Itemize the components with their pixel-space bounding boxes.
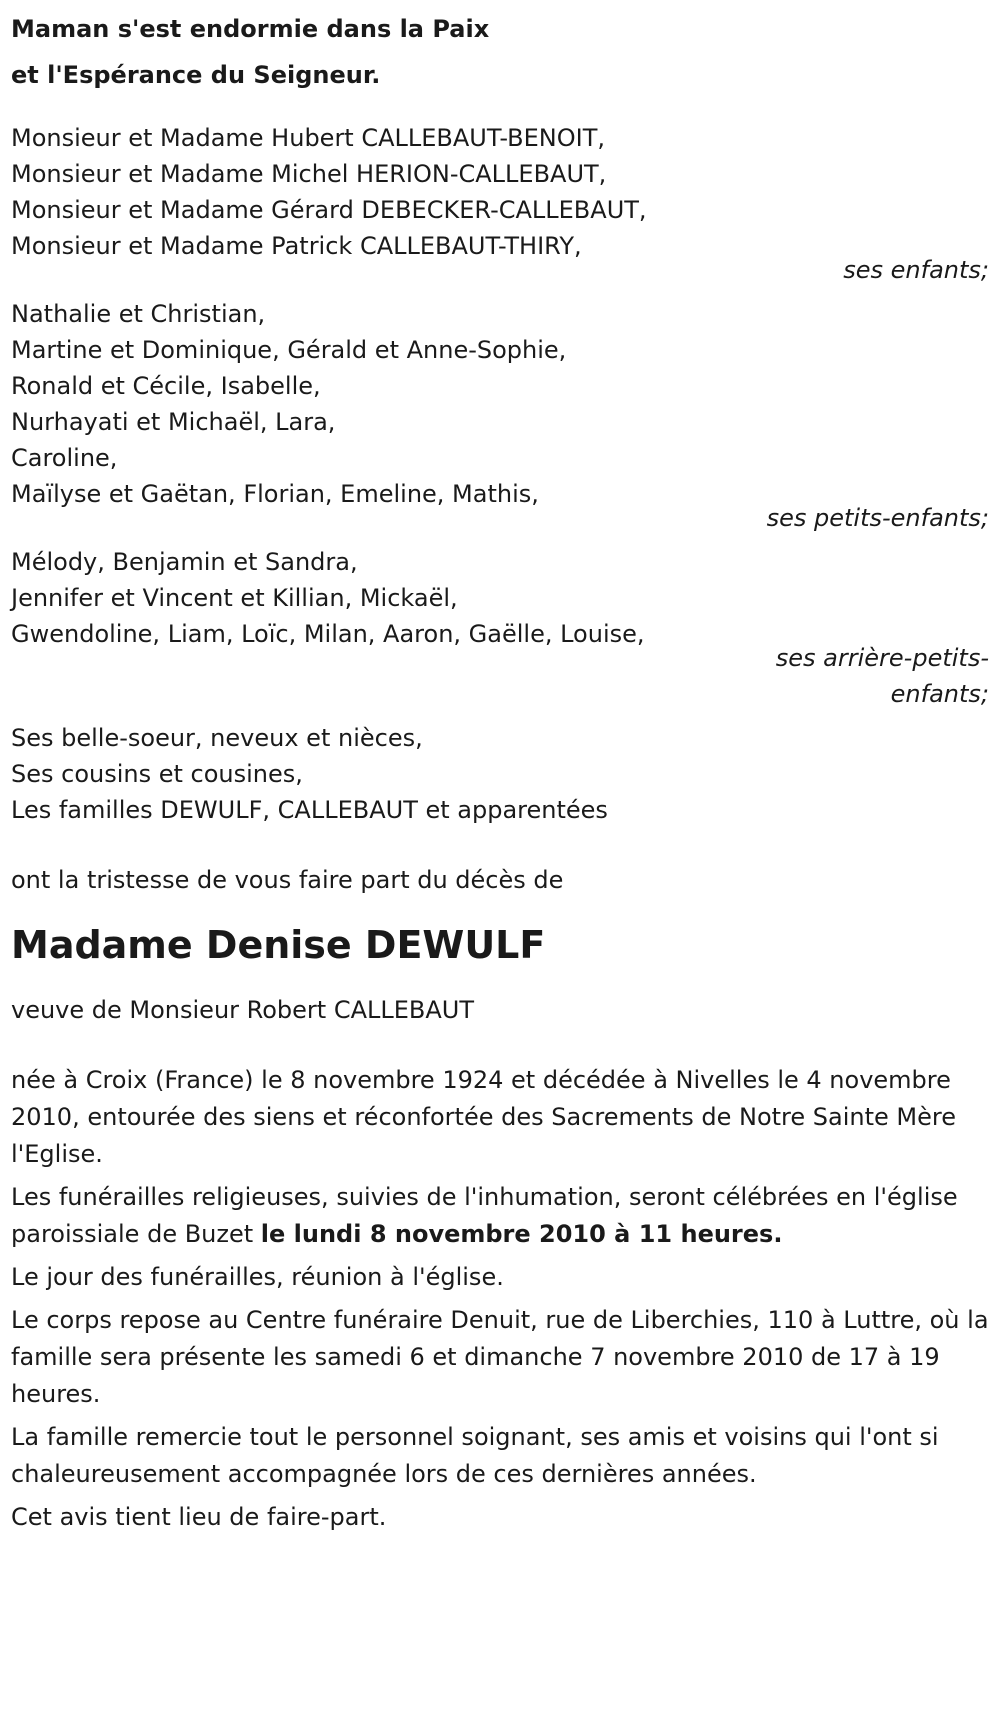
children-name: Monsieur et Madame Gérard DEBECKER-CALLEBAUT, (11, 196, 647, 224)
other-relatives-block (11, 720, 989, 828)
children-name: Monsieur et Madame Patrick CALLEBAUT-THIRY, (11, 232, 582, 260)
grandchildren-name: Maïlyse et Gaëtan, Florian, Emeline, Mathis, (11, 480, 539, 508)
notice-paragraph: Cet avis tient lieu de faire-part. (11, 1503, 387, 1531)
relative-line: Ses cousins et cousines, (11, 760, 303, 788)
relative-line: Ses belle-soeur, neveux et nièces, (11, 724, 423, 752)
funeral-text: Les funérailles religieuses, suivies de l'inhumation, seront célébrées en l'église paroissiale de Buzet (11, 1183, 958, 1248)
grandchildren-name: Ronald et Cécile, Isabelle, (11, 372, 321, 400)
announcement-text: ont la tristesse de vous faire part du décès de (11, 866, 564, 894)
widow-of-text: veuve de Monsieur Robert CALLEBAUT (11, 996, 475, 1024)
grandchildren-role: ses petits-enfants; (766, 504, 989, 532)
grandchildren-name: Nurhayati et Michaël, Lara, (11, 408, 336, 436)
intro-verse (11, 0, 989, 98)
grandchildren-name: Caroline, (11, 444, 118, 472)
great-grandchildren-name: Gwendoline, Liam, Loïc, Milan, Aaron, Gaëlle, Louise, (11, 620, 645, 648)
children-block (11, 120, 989, 288)
children-name: Monsieur et Madame Hubert CALLEBAUT-BENOIT, (11, 124, 605, 152)
visitation-paragraph: Le corps repose au Centre funéraire Denuit, rue de Liberchies, 110 à Luttre, où la famille sera présente les samedi 6 et dimanche 7 novembre 2010 de 17 à 19 heures. (11, 1306, 989, 1408)
great-grandchildren-name: Jennifer et Vincent et Killian, Mickaël, (11, 584, 458, 612)
thanks-paragraph: La famille remercie tout le personnel soignant, ses amis et voisins qui l'ont si chaleureusement accompagnée lors de ces dernières années. (11, 1423, 939, 1488)
funeral-paragraph (11, 1179, 989, 1253)
birth-death-paragraph: née à Croix (France) le 8 novembre 1924 et décédée à Nivelles le 4 novembre 2010, entourée des siens et réconfortée des Sacrements de Notre Sainte Mère l'Eglise. (11, 1066, 956, 1168)
grandchildren-name: Nathalie et Christian, (11, 300, 266, 328)
intro-line-1: Maman s'est endormie dans la Paix (11, 15, 490, 43)
great-grandchildren-block (11, 544, 989, 712)
children-name: Monsieur et Madame Michel HERION-CALLEBAUT, (11, 160, 607, 188)
funeral-date: le lundi 8 novembre 2010 à 11 heures. (260, 1220, 783, 1248)
grandchildren-block (11, 296, 989, 536)
relative-line: Les familles DEWULF, CALLEBAUT et apparentées (11, 796, 608, 824)
great-grandchildren-name: Mélody, Benjamin et Sandra, (11, 548, 358, 576)
reunion-paragraph: Le jour des funérailles, réunion à l'église. (11, 1263, 504, 1291)
children-role: ses enfants; (843, 256, 989, 284)
great-grandchildren-role: ses arrière-petits-enfants; (775, 644, 989, 708)
grandchildren-name: Martine et Dominique, Gérald et Anne-Sophie, (11, 336, 567, 364)
deceased-name: Madame Denise DEWULF (11, 923, 546, 967)
intro-line-2: et l'Espérance du Seigneur. (11, 61, 381, 89)
